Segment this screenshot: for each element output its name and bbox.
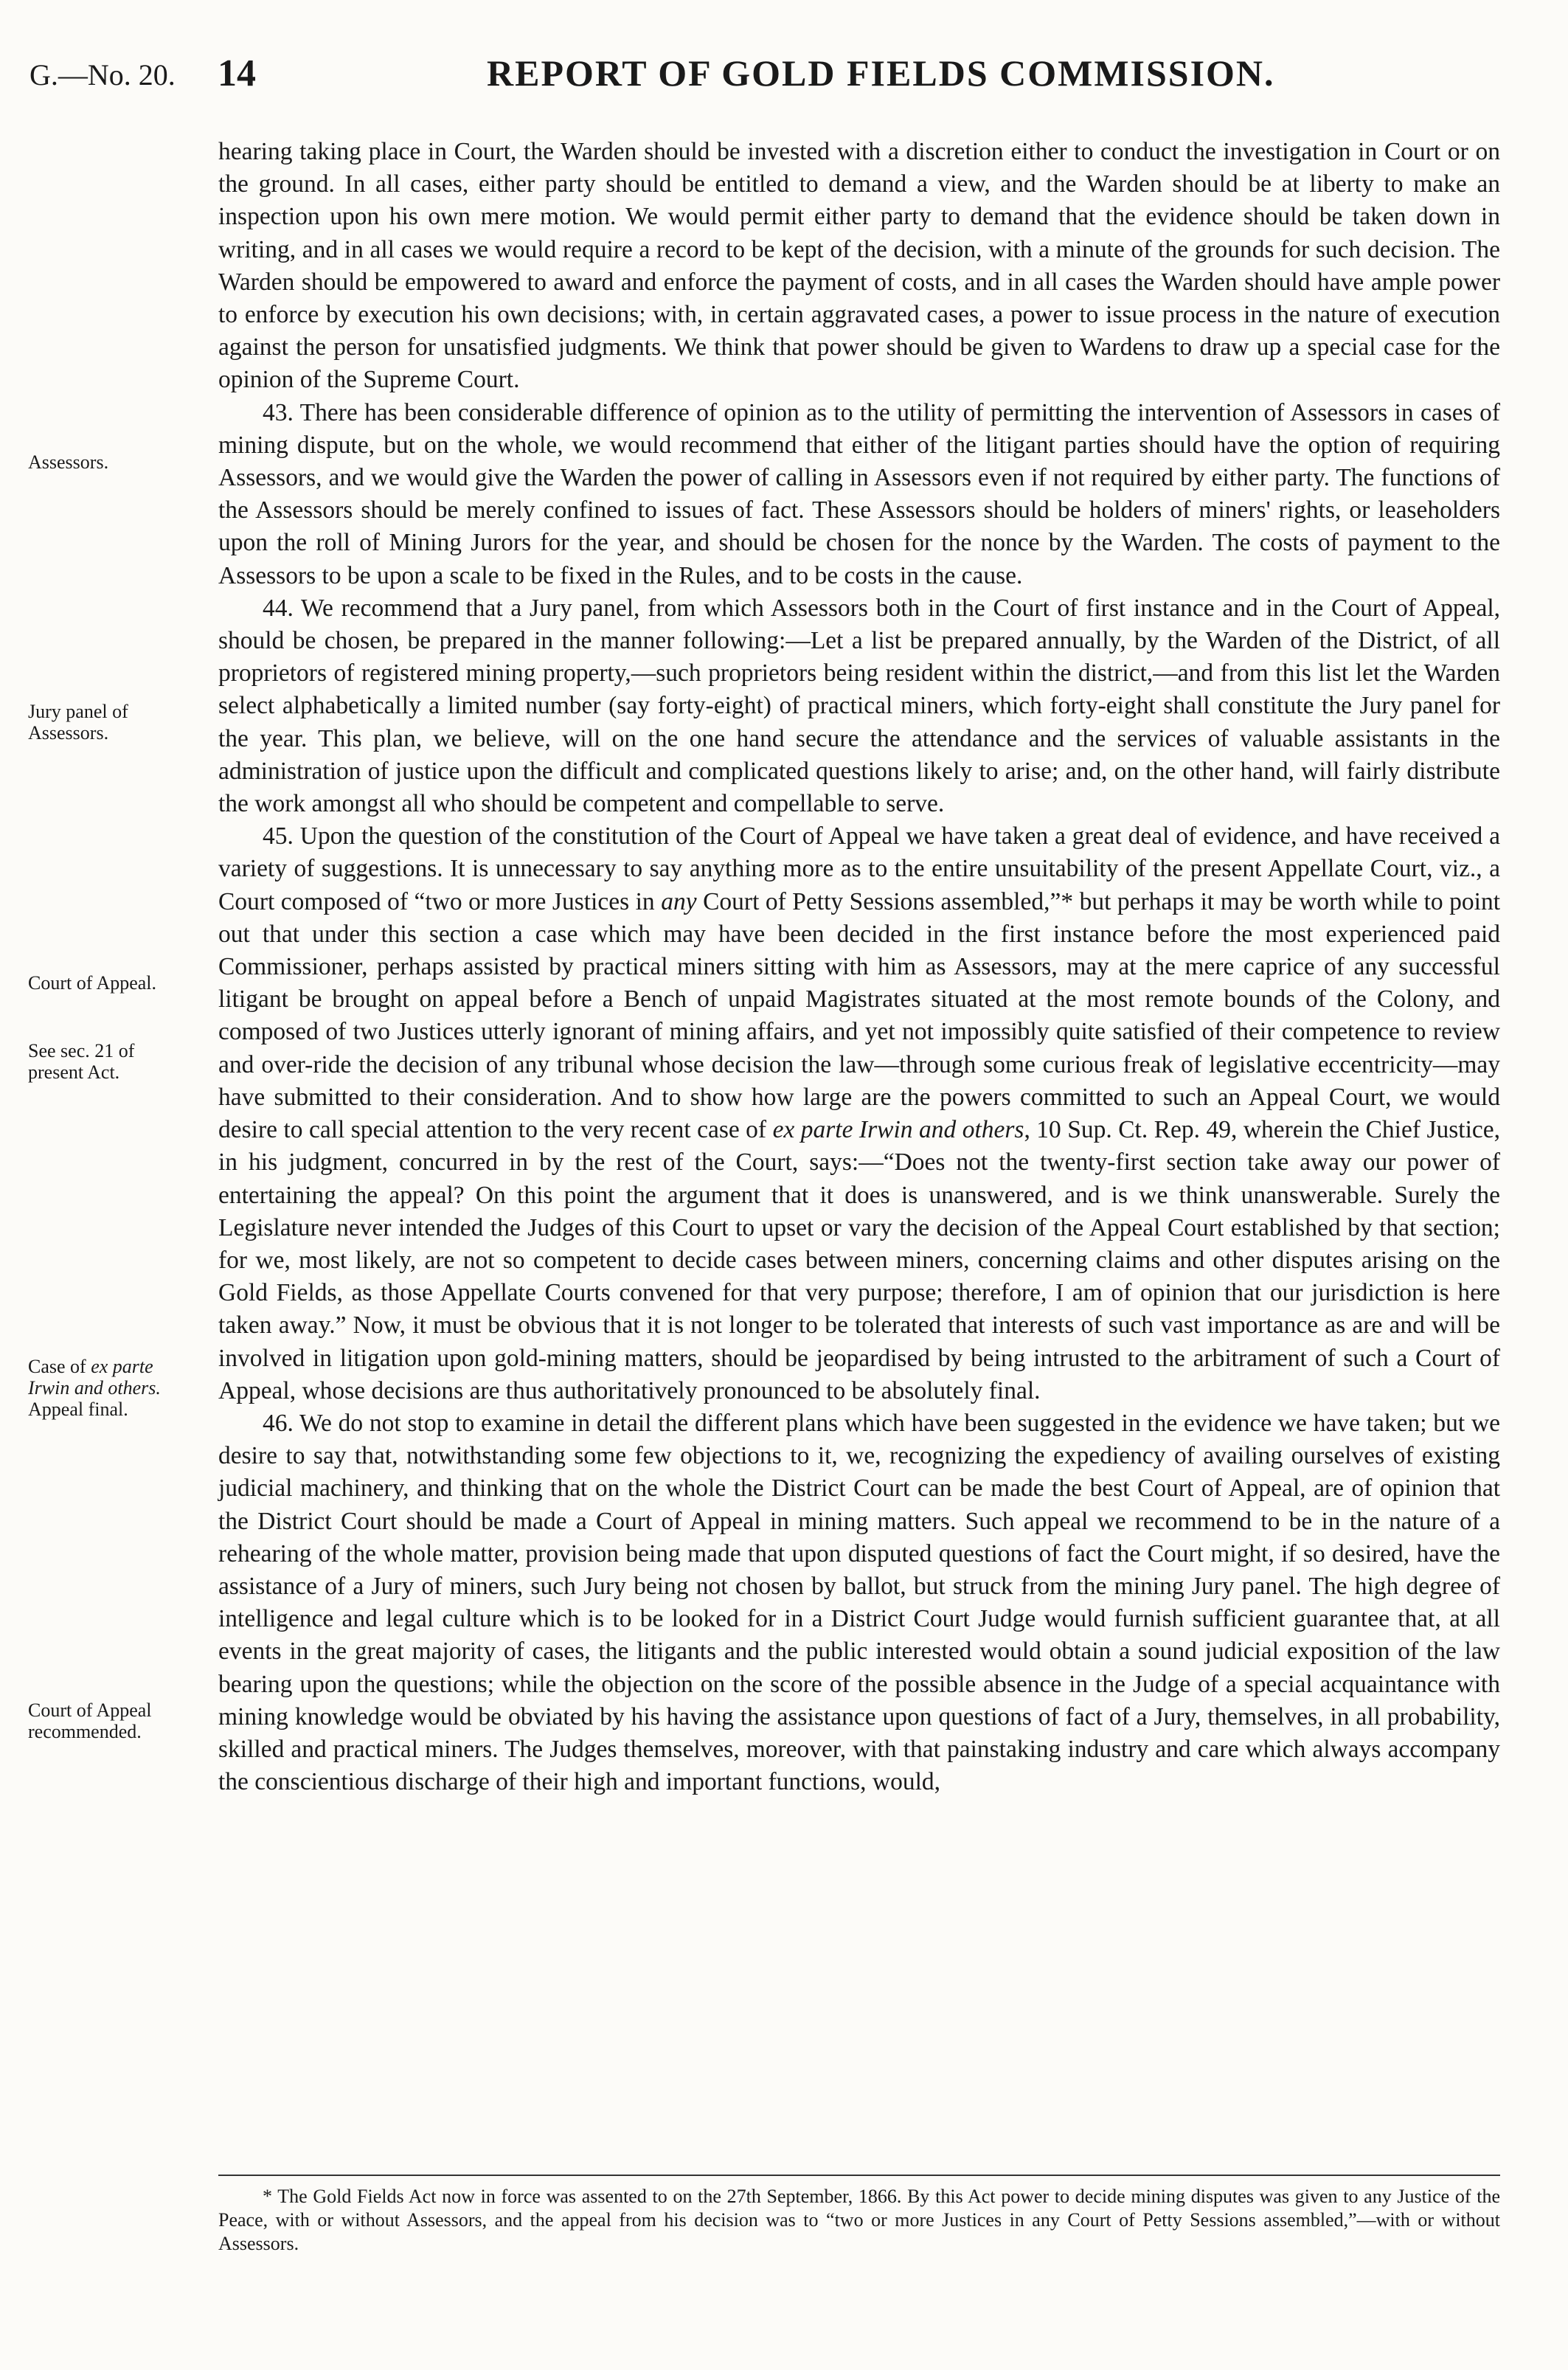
margin-note-court-of-appeal: Court of Appeal. <box>28 972 157 994</box>
paragraph-44: 44. We recommend that a Jury panel, from which Assessors both in the Court of first instance and in the Court of Appeal, should be chosen, be prepared in the manner following:—Let a list be prepared annually, by the Warden of the District, of all proprietors of registered mining property,—such proprietors being resident within the district,—and from this list let the Warden select alphabetically a limited number (say forty-eight) of practical miners, which forty-eight shall constitute the Jury panel for the year. This plan, we believe, will on the one hand secure the attendance and the services of valuable assistants in the administration of justice upon the difficult and complicated questions likely to arise; and, on the other hand, will fairly distribute the work amongst all who should be competent and compellable to serve. <box>218 594 1500 818</box>
margin-note-appeal-recommended: Court of Appeal recommended. <box>28 1699 152 1742</box>
margin-note-jury-panel: Jury panel of Assessors. <box>28 701 128 744</box>
page-header <box>30 52 1497 111</box>
margin-note-case-ex-parte: Case of ex parte Irwin and others. Appeal final. <box>28 1356 161 1420</box>
margin-note-see-section: See sec. 21 of present Act. <box>28 1040 135 1083</box>
body-text <box>218 136 1500 1798</box>
margin-note-assessors: Assessors. <box>28 451 109 473</box>
paragraph-45: 45. Upon the question of the constitution of the Court of Appeal we have taken a great deal of evidence, and have received a variety of suggestions. It is unnecessary to say anything more as to the entire unsuitability of the present Appellate Court, viz., a Court composed of “two or more Justices in any Court of Petty Sessions assembled,”* but perhaps it may be worth while to point out that under this section a case which may have been decided in the first instance before the most experienced paid Commissioner, perhaps assisted by practical miners sitting with him as Assessors, may at the mere caprice of any successful litigant be brought on appeal before a Bench of unpaid Magistrates situated at the most remote bounds of the Colony, and composed of two Justices utterly ignorant of mining affairs, and yet not impossibly quite satisfied of their competence to review and over-ride the decision of any tribunal whose decision the law—through some curious freak of legislative eccentricity—may have submitted to their consideration. And to show how large are the powers committed to such an Appeal Court, we would desire to call special attention to the very recent case of ex parte Irwin and others, 10 Sup. Ct. Rep. 49, wherein the Chief Justice, in his judgment, concurred in by the rest of the Court, says:—“Does not the twenty-first section take away our power of entertaining the appeal? On this point the argument that it does is unanswered, and is we think unanswerable. Surely the Legislature never intended the Judges of this Court to upset or vary the decision of the Appeal Court established by that section; for we, most likely, are not so competent to decide cases between miners, concerning claims and other disputes arising on the Gold Fields, as those Appellate Courts convened for that very purpose; therefore, I am of opinion that our jurisdiction is here taken away.” Now, it must be obvious that it is not longer to be tolerated that interests of such vast importance as are and will be involved in litigation upon gold-mining matters, should be jeopardised by being intrusted to the arbitrament of such a Court of Appeal, whose decisions are thus authoritatively pronounced to be absolutely final. <box>218 822 1501 1404</box>
page-title: REPORT OF GOLD FIELDS COMMISSION. <box>487 52 1275 94</box>
footnote: * The Gold Fields Act now in force was assented to on the 27th September, 1866. By this Act power to decide mining disputes was given to any Justice of the Peace, with or without Assessors, and the appeal from his decision was to “two or more Justices in any Court of Petty Sessions assembled,”—with or without Assessors. <box>218 2186 1500 2254</box>
document-reference: G.—No. 20. <box>30 58 176 91</box>
paragraph-43: 43. There has been considerable difference of opinion as to the utility of permitting the intervention of Assessors in cases of mining dispute, but on the whole, we would recommend that either of the litigant parties should have the option of requiring Assessors, and we would give the Warden the power of calling in Assessors even if not required by either party. The functions of the Assessors should be merely confined to issues of fact. These Assessors should be holders of miners' rights, or leaseholders upon the roll of Mining Jurors for the year, and should be chosen for the nonce by the Warden. The costs of payment to the Assessors to be upon a scale to be fixed in the Rules, and to be costs in the cause. <box>218 398 1500 589</box>
footnote-divider <box>218 2175 1500 2176</box>
paragraph-46: 46. We do not stop to examine in detail the different plans which have been suggested in the evidence we have taken; but we desire to say that, notwithstanding some few objections to it, we, recognizing the expediency of availing ourselves of existing judicial machinery, and thinking that on the whole the District Court can be made the best Court of Appeal, are of opinion that the District Court should be made a Court of Appeal in mining matters. Such appeal we recommend to be in the nature of a rehearing of the whole matter, provision being made that upon disputed questions of fact the Court might, if so desired, have the assistance of a Jury of miners, such Jury being not chosen by ballot, but struck from the mining Jury panel. The high degree of intelligence and legal culture which is to be looked for in a District Court Judge would furnish sufficient guarantee that, at all events in the great majority of cases, the litigants and the public interested would obtain a sound judicial exposition of the law bearing upon the questions; while the objection on the score of the possible absence in the Judge of a special acquaintance with mining knowledge would be obviated by his having the assistance upon questions of fact of a Jury, themselves, in all probability, skilled and practical miners. The Judges themselves, moreover, with that painstaking industry and care which always accompany the conscientious discharge of their high and important functions, would, <box>218 1409 1500 1796</box>
paragraph-continued: hearing taking place in Court, the Warden should be invested with a discretion either to conduct the investigation in Court or on the ground. In all cases, either party should be entitled to demand a view, and the Warden should be at liberty to make an inspection upon his own mere motion. We would permit either party to demand that the evidence should be taken down in writing, and in all cases we would require a record to be kept of the decision, with a minute of the grounds for such decision. The Warden should be empowered to award and enforce the payment of costs, and in all cases the Warden should have ample power to enforce by execution his own decisions; with, in certain aggravated cases, a power to issue process in the nature of execution against the person for unsatisfied judgments. We think that power should be given to Wardens to draw up a special case for the opinion of the Supreme Court. <box>218 138 1500 394</box>
page-number: 14 <box>218 52 256 94</box>
